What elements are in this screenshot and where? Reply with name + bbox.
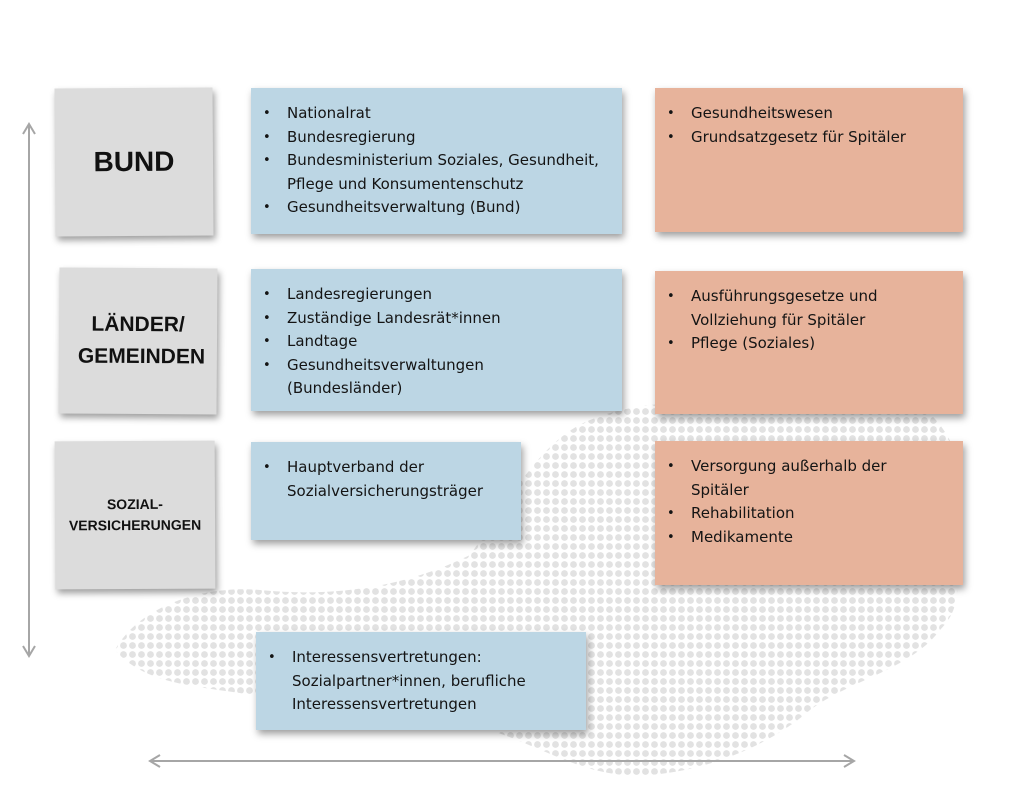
list-item: • Gesundheitsverwaltungen (Bundesländer)	[261, 354, 610, 401]
institutions-list-sozial	[251, 442, 521, 503]
level-label-sozial: SOZIAL- VERSICHERUNGEN	[68, 495, 202, 534]
institutions-card-sozial	[251, 442, 521, 540]
list-item: • Versorgung außerhalb der Spitäler	[665, 455, 951, 502]
level-card-bund	[54, 87, 213, 236]
competences-list-bund	[655, 88, 963, 149]
level-card-sozial	[55, 441, 216, 590]
list-item: • Gesundheitsverwaltung (Bund)	[261, 196, 610, 220]
list-item: • Bundesregierung	[261, 126, 610, 150]
level-label-laender: LÄNDER/ GEMEINDEN	[77, 312, 206, 369]
institutions-card-laender	[251, 269, 622, 411]
list-item: • Interessensvertretungen: Sozialpartner*innen, berufliche Interessensvertretungen	[266, 646, 574, 717]
competences-card-laender	[655, 271, 963, 414]
institutions-list-laender	[251, 269, 622, 401]
list-item: • Bundesministerium Soziales, Gesundheit, Pflege und Konsumentenschutz	[261, 149, 610, 196]
list-item: • Hauptverband der Sozialversicherungsträger	[261, 456, 509, 503]
level-label-bund: BUND	[93, 145, 175, 178]
competences-card-sozial	[655, 441, 963, 585]
level-card-laender	[58, 267, 217, 414]
interessen-list	[256, 632, 586, 717]
list-item: • Zuständige Landesrät*innen	[261, 307, 610, 331]
list-item: • Ausführungsgesetze und Vollziehung für Spitäler	[665, 285, 951, 332]
competences-card-bund	[655, 88, 963, 232]
list-item: • Nationalrat	[261, 102, 610, 126]
competences-list-laender	[655, 271, 963, 356]
list-item: • Medikamente	[665, 526, 951, 550]
competences-list-sozial	[655, 441, 963, 549]
institutions-card-bund	[251, 88, 622, 234]
list-item: • Gesundheitswesen	[665, 102, 951, 126]
interessen-card	[256, 632, 586, 730]
list-item: • Landesregierungen	[261, 283, 610, 307]
list-item: • Rehabilitation	[665, 502, 951, 526]
list-item: • Landtage	[261, 330, 610, 354]
list-item: • Pflege (Soziales)	[665, 332, 951, 356]
institutions-list-bund	[251, 88, 622, 220]
list-item: • Grundsatzgesetz für Spitäler	[665, 126, 951, 150]
